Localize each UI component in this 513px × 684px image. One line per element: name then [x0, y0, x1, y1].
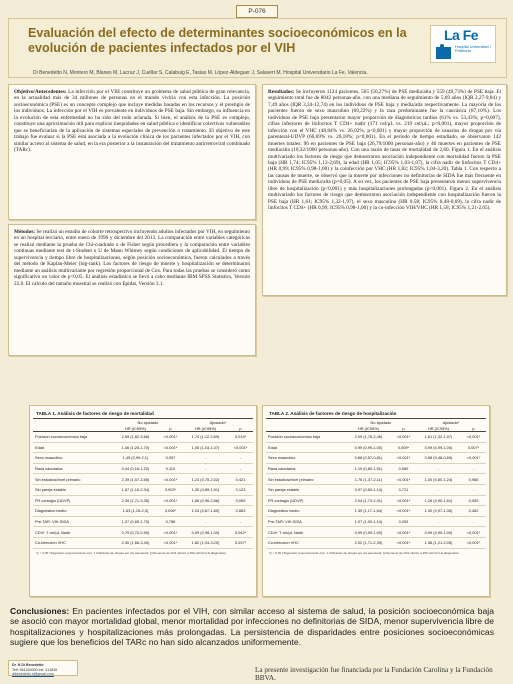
table-row: [33, 516, 253, 527]
table-cell: <0,001*: [158, 495, 183, 506]
row-label: Posición socioeconómica baja: [266, 432, 346, 443]
objetivo-label: Objetivo/Antecedentes:: [14, 89, 67, 95]
table-cell: 0,009*: [391, 442, 416, 453]
table1-body: [33, 432, 253, 549]
table-row: [33, 484, 253, 495]
table-header-cell: p: [461, 425, 486, 432]
metodos-body: Se realizó un estudio de cohorte retrospectivo incluyendo adultos infectados por VIH, en seguimiento en un hospital terciario, entre enero de 1996 y diciembre del 2013. La comparación entre variables categóricas se realizó mediante la prueba de Chi-cuadrado o de Fisher según procediera y la comparación entre variables continuas mediante test de t-Student o U de Mann Whitney según condiciones de aplicabilidad. El tiempo de supervivencia y tiempo libre de hospitalizaciones, según posición socioeconómica, fueron calculados a través del método de Kaplan-Meier (log-rank). Los factores de riesgo de muerte y hospitalización se determinaron mediante un análisis multivariante por regresión proporcional de Cox. Para todas las pruebas se consideró como significativo un valor de p<0,05. El análisis estadístico se llevó a cabo mediante IBM SPSS Statistics, Versión 22.0. El cálculo del tamaño muestral se realizó con Epidat, Versión 3.1.: [14, 229, 250, 287]
authors: Di Benedetto N, Montero M, Blanes M, Lacruz J, Cuéllar S, Calabuig E, Tasias M, López-Aldeguer J, Salavert M. Hospital Universitario La Fe, Valencia.: [33, 70, 368, 76]
row-label: Edad: [266, 442, 346, 453]
table-cell: <0,001*: [391, 537, 416, 548]
table-row: [266, 463, 486, 474]
table-cell: 2,59 (1,82-3,66): [113, 432, 158, 443]
table-cell: 0,123: [228, 484, 253, 495]
table-cell: <0,001*: [391, 432, 416, 443]
metodos-text: [9, 225, 255, 291]
table-cell: <0,001*: [158, 432, 183, 443]
table-cell: -: [461, 516, 486, 527]
table-cell: 1,74 (1,12-2,69): [183, 432, 228, 443]
table1-group-unadjusted: No ajustado: [113, 419, 183, 426]
table-cell: 1,39 (1,17-1,64): [346, 506, 391, 517]
table-cell: 1,07 (1,00-1,14): [346, 516, 391, 527]
table-row: [266, 537, 486, 548]
table-cell: -: [228, 463, 253, 474]
contact-name: Dr. N Di Benedetto: [12, 663, 44, 667]
table-row: [33, 432, 253, 443]
table-cell: 0,003*: [158, 484, 183, 495]
table-row: [266, 484, 486, 495]
table-cell: 0,560: [391, 463, 416, 474]
objetivo-body: La infección por el VIH constituye un problema de salud pública de gran relevancia, en la actualidad más de 34 millones de personas en el mundo viviría con esta infección. La posición socioeconómica (PSE) es un concepto complejo que incluye medidas basadas en los recursos y el prestigio de los individuos. La infección por el VIH es prevalente en individuos de PSE baja. Sin embargo, su influencia en la evolución de esta enfermedad no ha sido del todo aclarada. Si bien, el análisis de la PSE es complejo, constituye una aproximación útil para explicar inequidades en salud pública e identificar colectivos vulnerables que se beneficiarían de la aplicación de sistemas especiales de prevención o tratamiento. El objetivo de este trabajo fue evaluar si la PSE está asociada a la evolución clínica de los pacientes infectados por el VIH, con similar acceso al sistema de salud, en la era posterior a la instauración del tratamiento antirretroviral combinado (TARc).: [14, 89, 250, 154]
table-cell: -: [461, 484, 486, 495]
table-cell: 1,45 (0,99-2,1): [113, 453, 158, 464]
row-label: Diagnóstico tardío: [33, 506, 113, 517]
metodos-label: Métodos:: [14, 229, 35, 235]
contact-box: [8, 660, 78, 676]
table-cell: 0,99 (0,99-1,00): [346, 442, 391, 453]
table-cell: 1,63 (1,15-2,3): [113, 506, 158, 517]
row-label: Sin estudios/nivel primario: [33, 474, 113, 485]
table-cell: <0,001*: [158, 537, 183, 548]
table-cell: 1,26 (0,90-1,61): [416, 495, 461, 506]
table-cell: 0,462: [461, 506, 486, 517]
table-cell: <0,001*: [228, 442, 253, 453]
conclusiones-body: En pacientes infectados por el VIH, con similar acceso al sistema de salud, la posición socioeconómica baja se asoció con mayor mortalidad global, menor mortalidad por infecciones no definitorias de SIDA, menor supervivencia libre de hospitalizaciones y hospitalizaciones más prolongadas. La persistencia de disparidades entre posiciones socioeconómicas sugiere que los beneficios del TARc no han sido alcanzados uniformemente.: [10, 606, 494, 648]
table-row: [33, 537, 253, 548]
table-cell: 2,09 (1,76-2,46): [346, 432, 391, 443]
table2-body: [266, 432, 486, 549]
row-label: FR contagio (UDVP): [33, 495, 113, 506]
table-cell: 2,04 (1,73-2,41): [346, 495, 391, 506]
row-label: FR contagio (UDVP): [266, 495, 346, 506]
table-cell: <0,001*: [158, 442, 183, 453]
row-label: Sexo masculino: [33, 453, 113, 464]
table-cell: -: [183, 463, 228, 474]
table-header-cell: p: [228, 425, 253, 432]
row-label: Posición socioeconómica baja: [33, 432, 113, 443]
table-cell: 0,788: [158, 516, 183, 527]
funding-note: La presente investigación fue financiada por la Fundación Carolina y la Fundación BBVA.: [255, 666, 493, 682]
table-cell: 0,968: [461, 474, 486, 485]
table-cell: 0,042*: [228, 527, 253, 538]
table-cell: -: [228, 516, 253, 527]
table-cell: 0,44 (0,16-1,20): [113, 463, 158, 474]
contact-phone: Telf: 961244000 ext. 411849: [12, 667, 58, 672]
table1-title: TABLA 1. Análisis de factores de riesgo de mortalidad: [36, 411, 154, 416]
table-cell: 2,02 (1,71-2,39): [346, 537, 391, 548]
table-row: [33, 474, 253, 485]
resultados-text: [263, 85, 506, 216]
table1-footnote: *p < 0,05 †Regresión proporcional de Cox. ‡ Utilización de drogas por vía parenteral. § Recuento de CD4 inferior a 350 cél/mm3 al diagnóstico: [36, 550, 227, 555]
table-cell: <0,001*: [391, 527, 416, 538]
table-cell: 1,04 (0,67-1,60): [183, 506, 228, 517]
row-label: CD4+ T cel/μL Nadir: [266, 527, 346, 538]
table-cell: 2,30 (1,66-3,40): [113, 537, 158, 548]
table-cell: 1,66 (0,96-2,86): [183, 495, 228, 506]
table-row: [33, 506, 253, 517]
table-cell: 1,23 (0,75-2,02): [183, 474, 228, 485]
poster-title: Evaluación del efecto de determinantes socioeconómicos en la evolución de pacientes infectados por el VIH: [28, 26, 407, 55]
table-cell: -: [416, 516, 461, 527]
table-cell: 1,10 (0,80-1,51): [346, 463, 391, 474]
row-label: Pre-TAR: VIH-SIDA: [33, 516, 113, 527]
table-cell: 1,67 (1,19-2,34): [113, 484, 158, 495]
table-cell: 1,46 (1,25-1,70): [113, 442, 158, 453]
table-header-cell: HR (IC95%): [416, 425, 461, 432]
table-row: [33, 453, 253, 464]
hospital-logo: [430, 25, 496, 63]
table2-group-unadjusted: No ajustado: [346, 419, 416, 426]
table-cell: 0,97 (0,83-1,14): [346, 484, 391, 495]
table-cell: -: [228, 453, 253, 464]
table-cell: 0,58 (0,48-0,69): [416, 453, 461, 464]
table-cell: <0,001*: [158, 527, 183, 538]
table-cell: <0,001*: [391, 495, 416, 506]
poster-id: P-076: [236, 5, 278, 18]
table2-footnote: *p < 0,05 †Regresión proporcional de Cox. ‡ Utilización de drogas por vía parenteral. § Recuento de CD4 inferior a 350 cél/mm3 al diagnóstico: [269, 550, 460, 555]
table-header-cell: HR (IC95%): [346, 425, 391, 432]
conclusiones-text: [10, 606, 494, 648]
table-cell: <0,001*: [391, 474, 416, 485]
table-cell: <0,001*: [391, 506, 416, 517]
row-label: Co-infección VHC: [266, 537, 346, 548]
table-cell: 1,30 (0,85-1,91): [183, 484, 228, 495]
table-cell: 1,58 (1,21-2,05): [416, 537, 461, 548]
table-cell: 0,721: [391, 484, 416, 495]
row-label: Diagnóstico tardío: [266, 506, 346, 517]
contact-email: dibenedetto.n@gmail.com: [12, 672, 54, 677]
table-cell: 0,68 (0,57-0,81): [346, 453, 391, 464]
table-cell: 0,99 (0,98-1,00): [183, 527, 228, 538]
table-cell: 0,99 (0,99-1,00): [416, 527, 461, 538]
row-label: Sin estudios/nivel primario: [266, 474, 346, 485]
table-cell: <0,001*: [158, 474, 183, 485]
row-label: Sin pareja estable: [266, 484, 346, 495]
table-row: [266, 442, 486, 453]
table-row: [266, 516, 486, 527]
metodos-box: [8, 224, 256, 356]
logo-subtext: Hospital Universitari i Politècnic: [455, 45, 491, 54]
table-cell: -: [183, 516, 228, 527]
row-label: CD4+ T cel/μL Nadir: [33, 527, 113, 538]
row-label: Edad: [33, 442, 113, 453]
table-cell: 0,014*: [228, 432, 253, 443]
table-cell: 1,05 (1,03-1,07): [183, 442, 228, 453]
table-cell: <0,001*: [461, 453, 486, 464]
logo-mark: [436, 47, 451, 59]
table2-group-adjusted: Ajustado*: [416, 419, 486, 426]
table-cell: 0,79 (0,70-0,90): [113, 527, 158, 538]
table-cell: <0,001*: [461, 537, 486, 548]
table-cell: 0,006*: [158, 506, 183, 517]
table-cell: 0,99 (0,99-1,00): [416, 442, 461, 453]
row-label: Raza caucásica: [33, 463, 113, 474]
table2: [266, 418, 486, 549]
table-cell: 1,00 (0,80-1,24): [416, 474, 461, 485]
table-cell: -: [416, 463, 461, 474]
table-cell: <0,001*: [391, 453, 416, 464]
objetivo-box: [8, 84, 256, 220]
table-row: [266, 432, 486, 443]
table-cell: 0,007*: [461, 442, 486, 453]
table-cell: 0,110: [158, 463, 183, 474]
table-row: [33, 527, 253, 538]
table-row: [33, 442, 253, 453]
row-label: Co-infección VHC: [33, 537, 113, 548]
table-cell: 2,39 (1,71-3,35): [113, 495, 158, 506]
table-cell: 1,82 (1,04-3,20): [183, 537, 228, 548]
table-cell: 0,037*: [228, 537, 253, 548]
conclusiones-label: Conclusiones:: [10, 606, 70, 616]
table1: [33, 418, 253, 549]
table-header-cell: HR (IC95%): [113, 425, 158, 432]
table-row: [266, 527, 486, 538]
table1-box: [29, 405, 257, 597]
table-row: [266, 495, 486, 506]
table-cell: 0,057: [158, 453, 183, 464]
table-row: [266, 474, 486, 485]
table-cell: 1,07 (0,65-1,75): [113, 516, 158, 527]
objetivo-text: [9, 85, 255, 158]
table-cell: 0,421: [228, 474, 253, 485]
table-row: [266, 506, 486, 517]
row-label: Pre-TAR: VIH-SIDA: [266, 516, 346, 527]
table-header-cell: HR (IC95%): [183, 425, 228, 432]
table-cell: 0,863: [228, 506, 253, 517]
table-header-cell: p: [158, 425, 183, 432]
table-cell: -: [183, 453, 228, 464]
table-cell: <0,001*: [461, 527, 486, 538]
table-cell: 1,76 (1,47-2,11): [346, 474, 391, 485]
table-cell: 1,00 (0,97-1,35): [416, 506, 461, 517]
resultados-body: Se incluyeron 1124 pacientes, 565 (50,27%) de PSE media/alta y 559 (49,73%) de PSE baja. El seguimiento total fue de 8042 personas-año, con una mediana de seguimiento de 5,69 años (IQR 2,27-9,84) y 7,49 años (IQR 3,34-12,74) en los individuos de PSE baja y media/alta respectivamente. La mayoría de los pacientes fueron de sexo masculino (69,22%) y la raza predominante fue la caucásica (87,10%). Los individuos de PSE baja presentaron mayor proporción de diagnósticos tardíos (61% vs. 53,43%; p=0,007), cifras inferiores de linfocitos T CD4+ nadir (171 cel/μL vs. 219 cel/μL; p<0,001), mayor proporción de infección con el VHC (48,84% vs. 26,02%, p<0,001) y mayor proporción de usuarios de drogas por vía parenteral-UDVP (66,69% vs. 20,18%; p<0,001). En el período de tiempo estudiado, se observaron 142 muertes totales: 96 en pacientes de PSE baja (26,79/1000 personas-año) y 46 muertes en pacientes de PSE media/alta (10,32/1000 personas-año). Con una razón de tasas de mortalidad de 2,60. Figura 1. En el análisis multivariado los factores de riesgo que demostraron asociación independiente con mortalidad fueron la PSE baja (HR 1,74; IC95% 1,12-2,69), la edad (HR 1,05; IC95% 1,03-1,07), la cifra nadir de linfocitos T CD4+ (HR 0,99; IC95% 0,98-1,00) y la coinfección por VHC (HR 1,82; IC95% 1,04-3,20). Tabla 1. Con respecto a las causas de muerte, se observó que la muerte por infecciones no definitorias de SIDA fue más frecuente en individuos de PSE media/alta (p=0,05). A su vez, los pacientes de PSE baja presentaron menor supervivencia libre de hospitalización (p<0,001) y más hospitalizaciones prolongadas (p<0,001). Figura 2. En el análisis multivariado los factores de riesgo que demostraron asociación independiente con hospitalización fueron la PSE baja (HR 1,61; IC95% 1,32-1,97), el sexo masculino (HR 0,58; IC95% 0,48-0,69), la cifra nadir de linfocitos T CD4+ (HR 0,99; IC95% 0,98-1,00) y la co-infección VIH/VHC (HR 1,58; IC95% 1,21-2,05).: [268, 89, 501, 212]
table-row: [33, 495, 253, 506]
table-row: [33, 463, 253, 474]
table-cell: 0,069: [228, 495, 253, 506]
row-label: Raza caucásica: [266, 463, 346, 474]
table-cell: -: [416, 484, 461, 495]
resultados-label: Resultados:: [268, 89, 295, 95]
table-cell: 2,39 (1,57-3,65): [113, 474, 158, 485]
table-cell: 0,059: [461, 495, 486, 506]
row-label: Sexo masculino: [266, 453, 346, 464]
table-row: [266, 453, 486, 464]
logo-text: La Fe: [444, 27, 479, 43]
resultados-box: [262, 84, 507, 296]
table-header-cell: p: [391, 425, 416, 432]
table-cell: 0,99 (0,99-1,00): [346, 527, 391, 538]
table-cell: -: [461, 463, 486, 474]
table2-title: TABLA 2. Análisis de factores de riesgo de hospitalización: [269, 411, 397, 416]
table-cell: 1,61 (1,32-1,97): [416, 432, 461, 443]
table-cell: 0,053: [391, 516, 416, 527]
table1-group-adjusted: Ajustado*: [183, 419, 253, 426]
table2-box: [262, 405, 490, 597]
row-label: Sin pareja estable: [33, 484, 113, 495]
table-cell: <0,001*: [461, 432, 486, 443]
